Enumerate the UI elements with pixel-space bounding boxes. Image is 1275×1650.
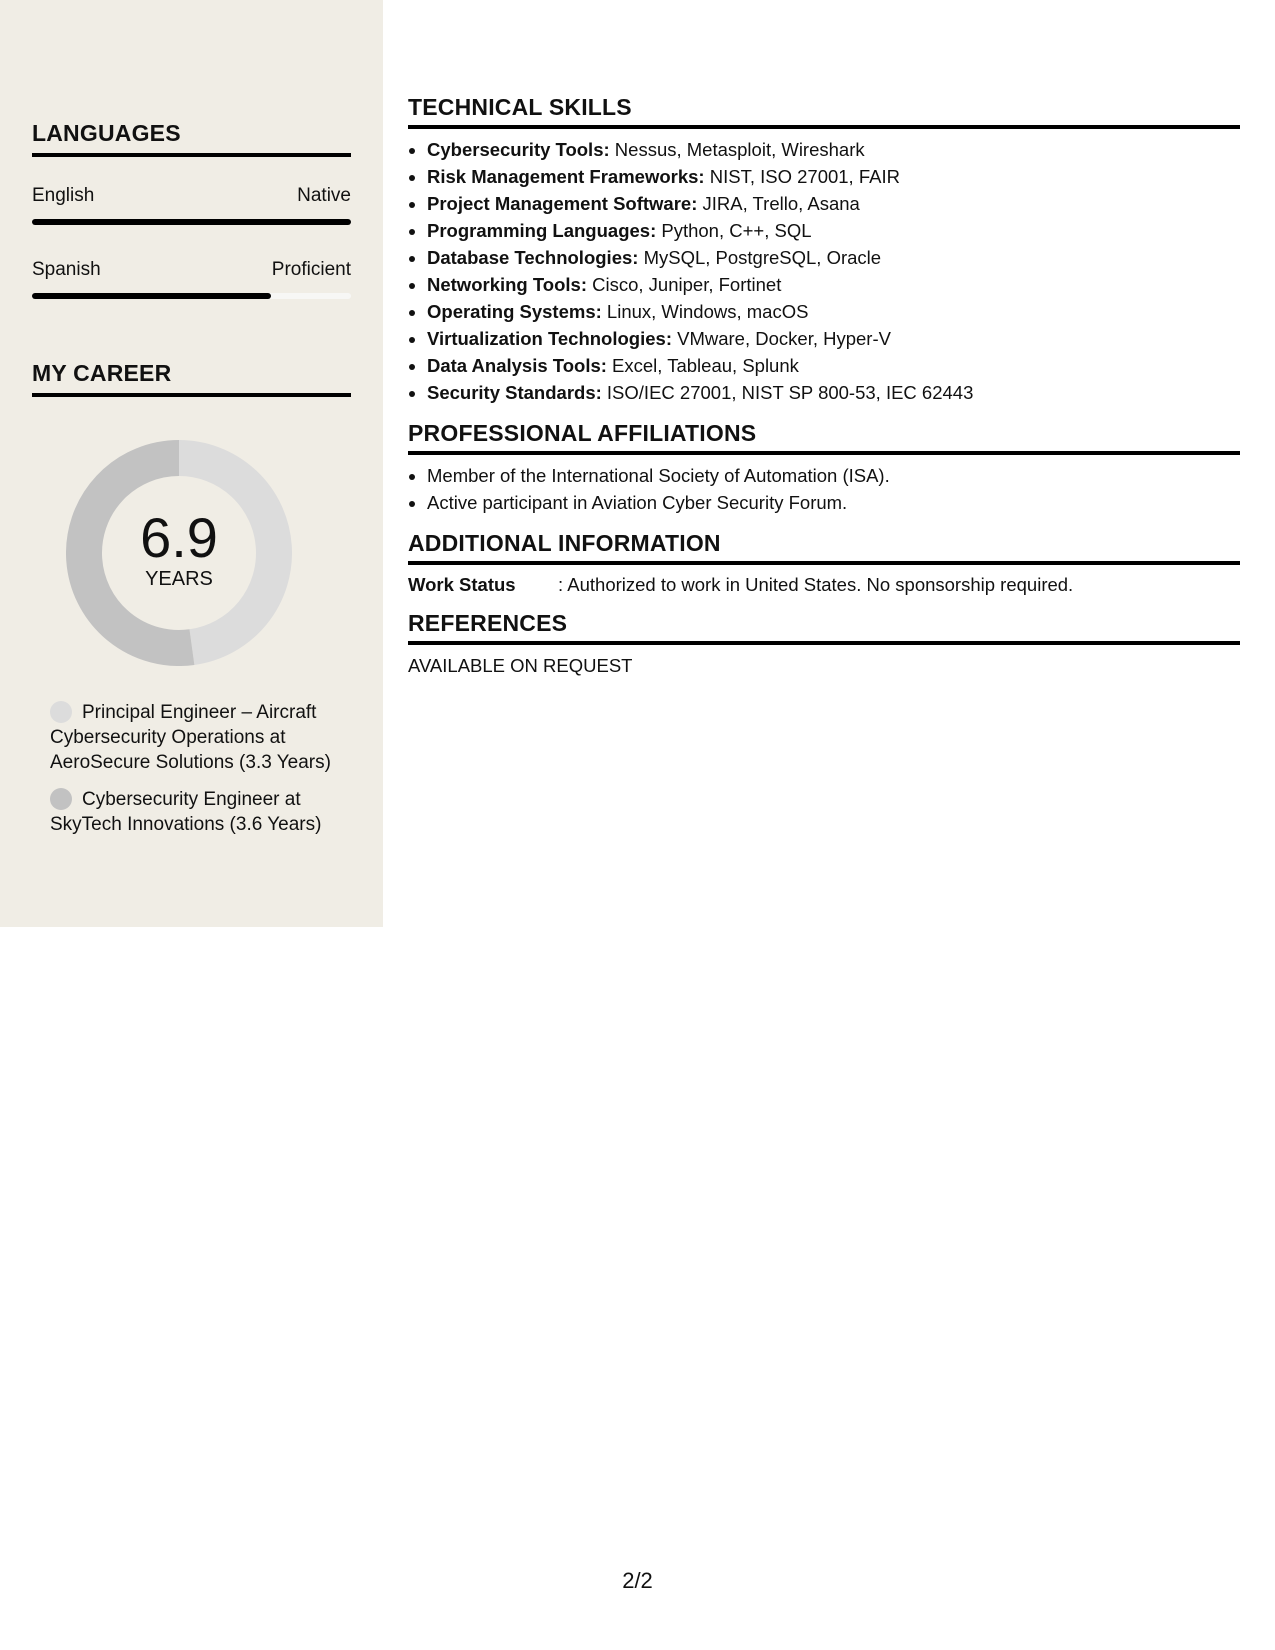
skill-item [427, 190, 1240, 217]
main-content [408, 94, 1240, 691]
affiliations-section [408, 420, 1240, 516]
legend-dot [50, 788, 72, 810]
affiliations-list [408, 462, 1240, 516]
skill-item [427, 271, 1240, 298]
technical-skills-section [408, 94, 1240, 406]
skill-item [427, 298, 1240, 325]
language-level: Native [297, 185, 351, 206]
references-section [408, 610, 1240, 677]
skill-label: Database Technologies: [427, 247, 639, 268]
legend-label: Cybersecurity Engineer at SkyTech Innovations (3.6 Years) [50, 789, 322, 835]
work-status-label: Work Status [408, 574, 516, 595]
career-total-value: 6.9 [140, 505, 218, 569]
language-bar-track [32, 293, 351, 299]
skill-value: Nessus, Metasploit, Wireshark [614, 139, 865, 160]
language-level: Proficient [271, 259, 351, 280]
skill-item [427, 352, 1240, 379]
career-donut-chart [66, 440, 292, 666]
language-bar-fill [32, 219, 351, 225]
references-heading: REFERENCES [408, 610, 1240, 645]
language-spanish [32, 259, 351, 299]
references-text: AVAILABLE ON REQUEST [408, 655, 633, 676]
skill-value: ISO/IEC 27001, NIST SP 800-53, IEC 62443 [606, 382, 974, 403]
language-bar-fill [32, 293, 271, 299]
legend-label: Principal Engineer – Aircraft Cybersecurity Operations at AeroSecure Solutions (3.3 Years) [50, 702, 331, 773]
skill-item [427, 325, 1240, 352]
career-legend [50, 700, 350, 849]
page-number: 2/2 [622, 1568, 653, 1593]
skill-value: Python, C++, SQL [661, 220, 812, 241]
skill-value: NIST, ISO 27001, FAIR [709, 166, 900, 187]
language-name: English [32, 185, 95, 206]
skill-label: Operating Systems: [427, 301, 602, 322]
affiliations-heading: PROFESSIONAL AFFILIATIONS [408, 420, 1240, 455]
skill-label: Cybersecurity Tools: [427, 139, 610, 160]
skill-value: VMware, Docker, Hyper-V [677, 328, 891, 349]
skill-label: Risk Management Frameworks: [427, 166, 705, 187]
sidebar [0, 0, 383, 927]
skill-value: MySQL, PostgreSQL, Oracle [643, 247, 882, 268]
career-section [32, 360, 351, 397]
languages-heading: LANGUAGES [32, 120, 351, 157]
skill-item [427, 136, 1240, 163]
language-bar-track [32, 219, 351, 225]
list-item: • Active participant in Aviation Cyber Security Forum. [427, 489, 1240, 516]
skill-label: Project Management Software: [427, 193, 698, 214]
skill-value: Linux, Windows, macOS [606, 301, 809, 322]
skill-item [427, 244, 1240, 271]
career-total-unit: YEARS [145, 567, 213, 590]
work-status-row [408, 574, 1240, 596]
legend-item [50, 700, 350, 775]
list-item: • Member of the International Society of Automation (ISA). [427, 462, 1240, 489]
skill-value: Excel, Tableau, Splunk [612, 355, 799, 376]
skill-value: Cisco, Juniper, Fortinet [592, 274, 782, 295]
career-heading: MY CAREER [32, 360, 351, 397]
legend-dot [50, 701, 72, 723]
additional-information-heading: ADDITIONAL INFORMATION [408, 530, 1240, 565]
skill-value: JIRA, Trello, Asana [702, 193, 860, 214]
work-status-value: : Authorized to work in United States. No sponsorship required. [558, 574, 1074, 595]
language-name: Spanish [32, 259, 101, 280]
language-english [32, 185, 351, 225]
skill-label: Security Standards: [427, 382, 602, 403]
skill-label: Programming Languages: [427, 220, 657, 241]
skill-label: Data Analysis Tools: [427, 355, 607, 376]
skill-item [427, 379, 1240, 406]
skill-label: Virtualization Technologies: [427, 328, 672, 349]
languages-section [32, 120, 351, 299]
legend-item [50, 787, 350, 837]
skill-item [427, 163, 1240, 190]
technical-skills-heading: TECHNICAL SKILLS [408, 94, 1240, 129]
technical-skills-list [408, 136, 1240, 406]
skill-item [427, 217, 1240, 244]
additional-information-section [408, 530, 1240, 596]
skill-label: Networking Tools: [427, 274, 587, 295]
